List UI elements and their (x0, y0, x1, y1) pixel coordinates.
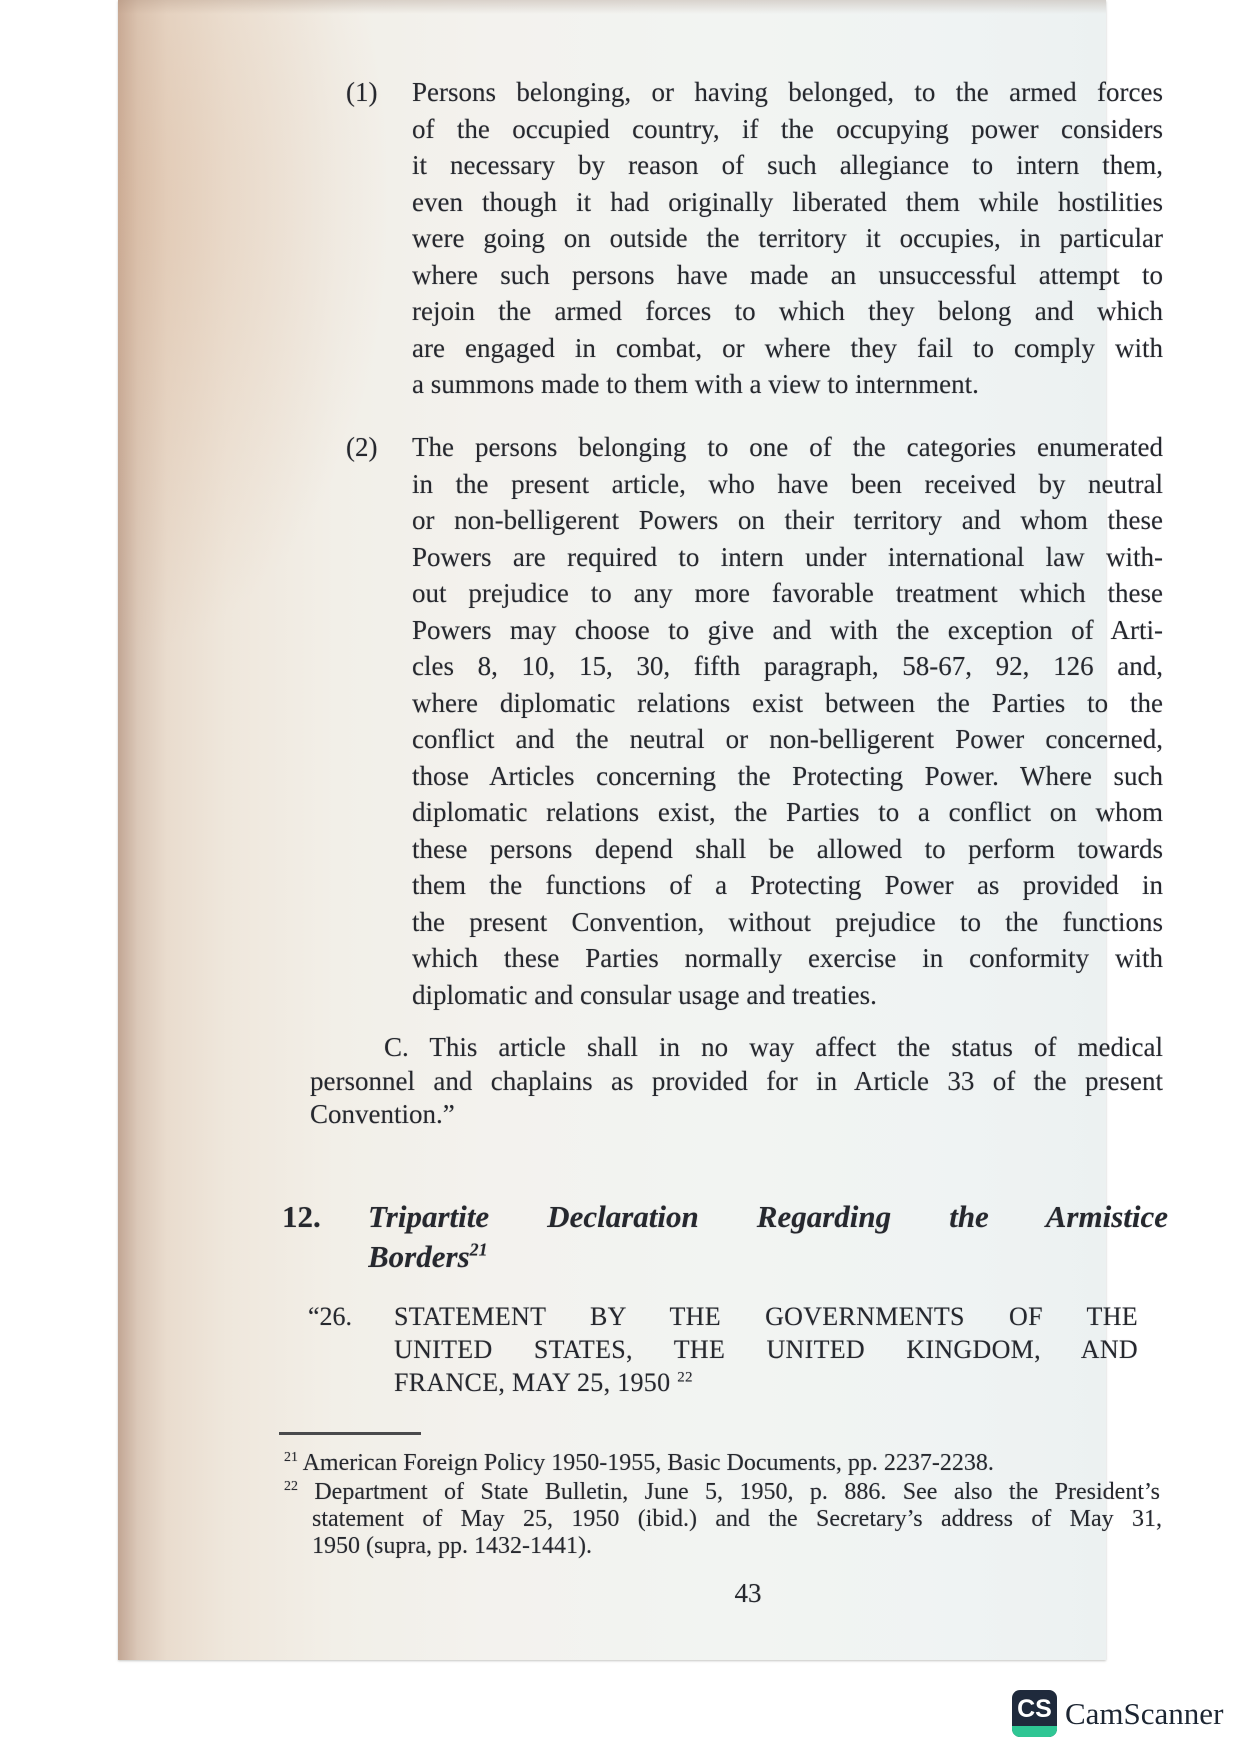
footnote-ref-22: 22 (677, 1369, 693, 1386)
body-line: rejoin the armed forces to which they belong and which (412, 296, 1163, 326)
body-line: these persons depend shall be allowed to perform towards (412, 833, 1163, 864)
body-line: it necessary by reason of such allegiance to intern them, (412, 150, 1163, 180)
body-line: Persons belonging, or having belonged, to the armed forces (412, 77, 1163, 107)
body-line: those Articles concerning the Protecting Power. Where such (412, 760, 1163, 791)
statement-date: FRANCE, MAY 25, 1950 (394, 1368, 671, 1397)
body-line: a summons made to them with a view to internment. (412, 369, 979, 399)
footnote-22-marker: 22 (284, 1479, 298, 1494)
body-line: diplomatic relations exist, the Parties to a conflict on whom (412, 797, 1163, 827)
camscanner-icon (1012, 1690, 1057, 1737)
section-title-line (368, 1237, 1168, 1277)
body-line: diplomatic and consular usage and treaties. (412, 979, 877, 1010)
body-line: the present Convention, without prejudice to the functions (412, 906, 1163, 937)
paragraph-c (310, 1031, 1163, 1132)
camscanner-label: CamScanner (1065, 1696, 1224, 1731)
list-item-1 (412, 74, 1163, 403)
body-line: Powers may choose to give and with the exception of Arti- (412, 614, 1163, 645)
statement-line: UNITED STATES, THE UNITED KINGDOM, AND (394, 1335, 1138, 1364)
body-line: even though it had originally liberated them while hostilities (412, 186, 1163, 217)
body-line: conflict and the neutral or non-belligerent Power concerned, (412, 724, 1163, 754)
section-title-word: Borders (368, 1239, 470, 1274)
body-line: where such persons have made an unsuccessful attempt to (412, 259, 1163, 290)
list-marker-1: (1) (346, 77, 378, 107)
list-marker-2: (2) (346, 432, 378, 462)
body-line: personnel and chaplains as provided for in Article 33 of the present (310, 1065, 1163, 1096)
body-line: C. This article shall in no way affect the status of medical (384, 1032, 1163, 1062)
body-line: or non-belligerent Powers on their territory and whom these (412, 505, 1163, 535)
body-line: Convention.” (310, 1099, 455, 1129)
footnote-21-text: American Foreign Policy 1950-1955, Basic Documents, pp. 2237-2238. (302, 1450, 994, 1476)
footnote-22-text: Department of State Bulletin, June 5, 1950, p. 886. See also the President’s (314, 1479, 1160, 1505)
list-item-2 (412, 429, 1163, 1013)
section-title (368, 1197, 1168, 1277)
footnote-21 (284, 1450, 1164, 1477)
page-number: 43 (734, 1578, 762, 1608)
camscanner-icon-letters: CS (1017, 1695, 1052, 1723)
body-line: which these Parties normally exercise in conformity with (412, 943, 1163, 973)
body-line: Powers are required to intern under international law with- (412, 541, 1163, 572)
footnote-ref-21: 21 (469, 1239, 488, 1260)
section-title-line: Tripartite Declaration Regarding the Armistice (368, 1199, 1168, 1234)
footnote-divider (279, 1432, 421, 1435)
body-line: are engaged in combat, or where they fail to comply with (412, 332, 1163, 363)
statement-marker: “26. (308, 1302, 353, 1331)
footnote-21-marker: 21 (284, 1450, 298, 1465)
footnote-22-line: 1950 (supra, pp. 1432-1441). (312, 1533, 592, 1559)
camscanner-icon-accent-bar (1012, 1726, 1057, 1737)
statement-line (394, 1366, 1138, 1399)
body-line: them the functions of a Protecting Power as provided in (412, 870, 1163, 900)
body-line: out prejudice to any more favorable treatment which these (412, 578, 1163, 608)
body-line: cles 8, 10, 15, 30, fifth paragraph, 58-67, 92, 126 and, (412, 651, 1163, 681)
footnote-22-line: statement of May 25, 1950 (ibid.) and the Secretary’s address of May 31, (312, 1506, 1162, 1532)
body-line: in the present article, who have been received by neutral (412, 468, 1163, 499)
section-number: 12. (282, 1199, 321, 1234)
body-line: where diplomatic relations exist between the Parties to the (412, 687, 1163, 718)
body-line: were going on outside the territory it occupies, in particular (412, 223, 1163, 253)
statement-block (394, 1300, 1138, 1399)
body-line: The persons belonging to one of the categories enumerated (412, 432, 1163, 462)
statement-line: STATEMENT BY THE GOVERNMENTS OF THE (394, 1302, 1138, 1331)
footnote-22-line (284, 1479, 1160, 1506)
body-line: of the occupied country, if the occupying power considers (412, 113, 1163, 144)
scanned-book-page (118, 0, 1168, 1660)
